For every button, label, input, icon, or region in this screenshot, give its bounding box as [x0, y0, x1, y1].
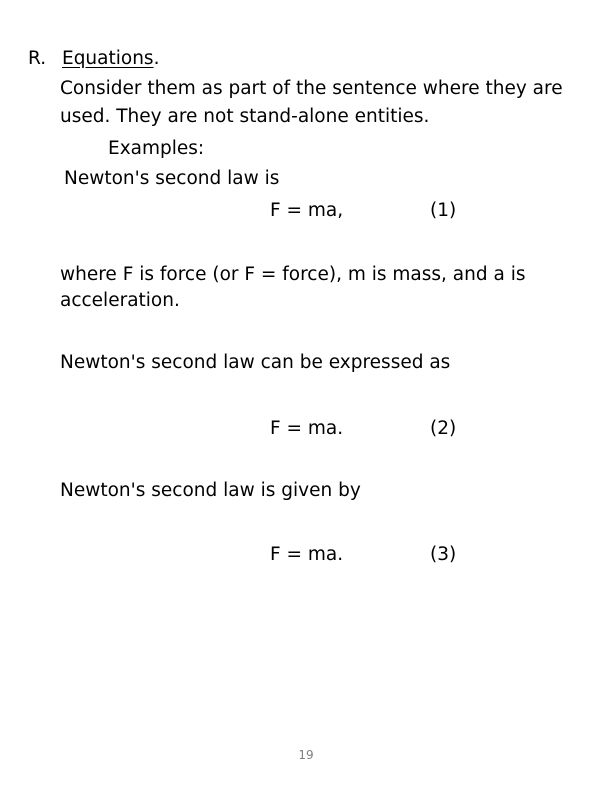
section-letter: R. — [28, 48, 47, 69]
example-3-equation-number: (3) — [430, 544, 457, 565]
page-number: 19 — [298, 748, 314, 762]
examples-label: Examples: — [108, 138, 205, 159]
example-2-lead: Newton's second law can be expressed as — [60, 352, 451, 373]
example-1-equation-number: (1) — [430, 200, 457, 221]
intro-line-2: used. They are not stand-alone entities. — [60, 106, 430, 127]
example-1-where-line-1: where F is force (or F = force), m is mass, and a is — [60, 264, 526, 285]
example-2-equation: F = ma. — [270, 418, 344, 439]
example-1-where-line-2: acceleration. — [60, 290, 180, 311]
section-title-suffix: . — [153, 48, 160, 69]
example-3-equation: F = ma. — [270, 544, 344, 565]
example-3-lead: Newton's second law is given by — [60, 480, 361, 501]
example-1-equation: F = ma, — [270, 200, 344, 221]
intro-line-1: Consider them as part of the sentence where they are — [60, 78, 563, 99]
section-title: Equations — [62, 48, 154, 69]
example-2-equation-number: (2) — [430, 418, 457, 439]
section-heading — [62, 48, 159, 70]
example-1-lead: Newton's second law is — [64, 168, 280, 189]
